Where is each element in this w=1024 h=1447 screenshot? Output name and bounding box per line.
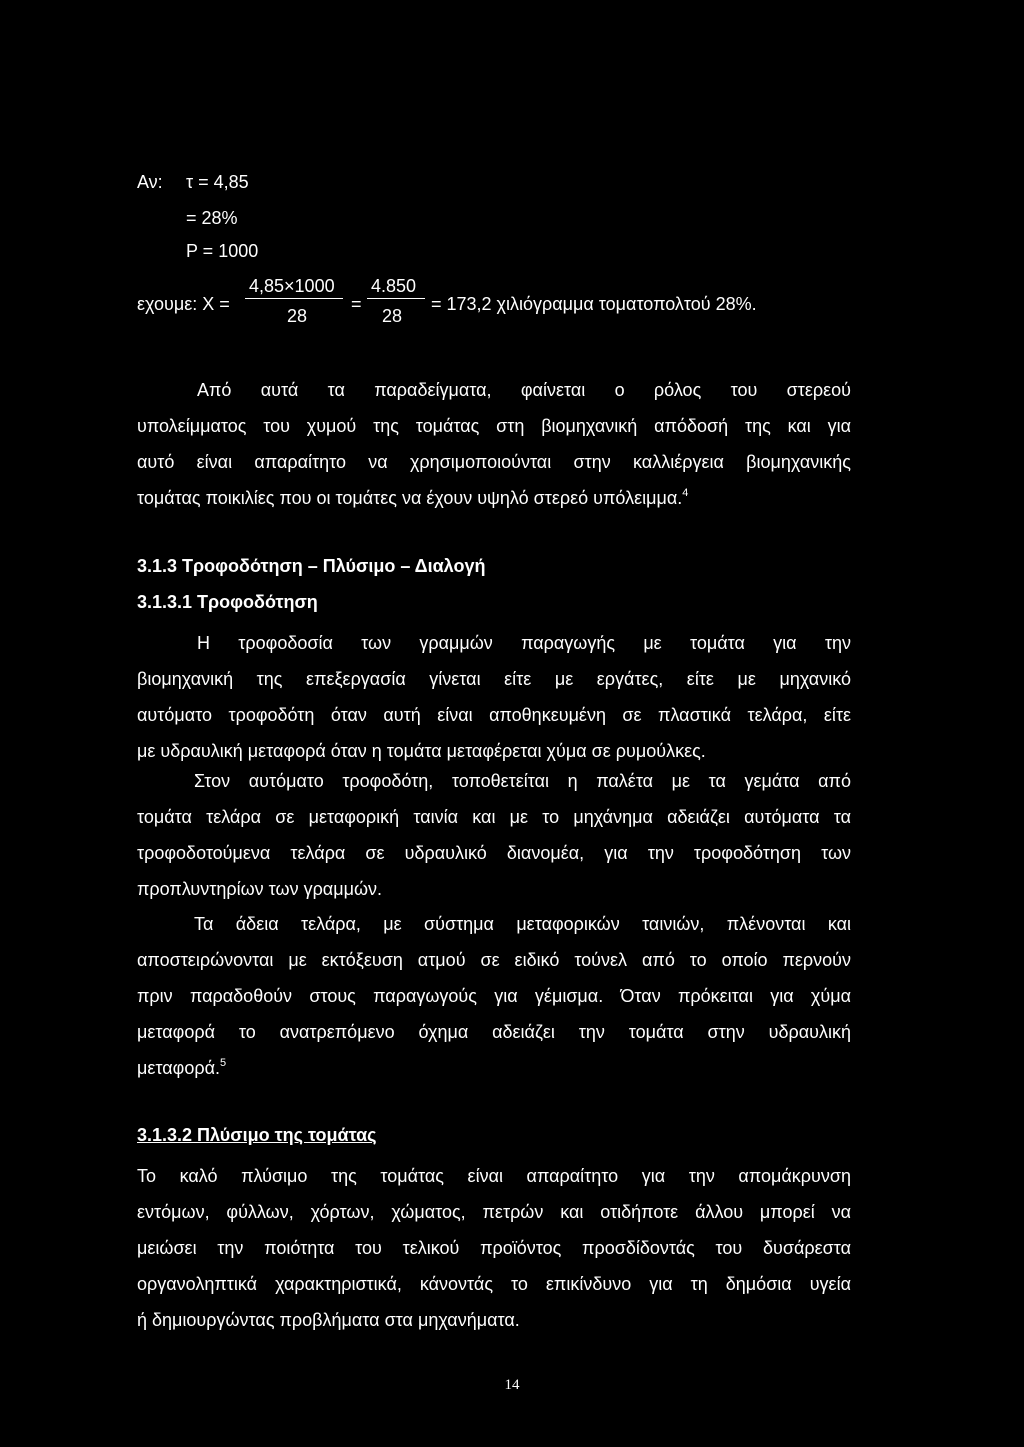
text-line: οργανοληπτικά χαρακτηριστικά, κάνοντάς το επικίνδυνο για τη δημόσια υγεία [137, 1274, 851, 1294]
text-line: Το καλό πλύσιμο της τομάτας είναι απαραίτητο για την απομάκρυνση [137, 1166, 851, 1186]
text-line: με υδραυλική μεταφορά όταν η τομάτα μεταφέρεται χύμα σε ρυμούλκες. [137, 741, 706, 761]
formula-prefix: εχουμε: X = [137, 294, 230, 314]
text-line: ή δημιουργώντας προβλήματα στα μηχανήματα. [137, 1310, 520, 1330]
fraction1-denominator: 28 [287, 306, 308, 326]
feeding-paragraph-3 [137, 906, 851, 1086]
footnote-ref: 4 [682, 487, 689, 499]
subsection-heading [137, 1125, 377, 1146]
text-line [137, 1050, 851, 1086]
fraction2-bar [367, 298, 425, 299]
tau-value: τ = 4,85 [186, 172, 249, 192]
text-line: μεταφορά το ανατρεπόμενο όχημα αδειάζει την τομάτα στην υδραυλική [137, 1022, 851, 1042]
text-line: Τα άδεια τελάρα, με σύστημα μεταφορικών ταινιών, πλένονται και [194, 914, 851, 934]
text-line-content: μεταφορά. [137, 1058, 220, 1078]
fraction2-denominator: 28 [382, 306, 403, 326]
text-line: μειώσει την ποιότητα του τελικού προϊόντος προσδίδοντάς του δυσάρεστα [137, 1238, 851, 1258]
fraction1-bar [245, 298, 343, 299]
text-line: αυτόματο τροφοδότη όταν αυτή είναι αποθηκευμένη σε πλαστικά τελάρα, είτε [137, 705, 851, 725]
percent-value: = 28% [186, 208, 238, 228]
intro-paragraph [137, 372, 851, 516]
text-line [137, 480, 851, 516]
footnote-ref: 5 [220, 1057, 227, 1069]
text-line: Στον αυτόματο τροφοδότη, τοποθετείται η παλέτα με τα γεμάτα από [194, 771, 851, 791]
text-line: αυτό είναι απαραίτητο να χρησιμοποιούνται στην καλλιέργεια βιομηχανικής [137, 452, 851, 472]
text-line-content: τομάτας ποικιλίες που οι τομάτες να έχουν υψηλό στερεό υπόλειμμα. [137, 488, 683, 508]
feeding-paragraph-2 [137, 763, 851, 907]
washing-paragraph [137, 1158, 851, 1338]
text-line: τροφοδοτούμενα τελάρα σε υδραυλικό διανομέα, για την τροφοδότηση των [137, 843, 851, 863]
subsection-heading-text: 3.1.3.2 Πλύσιμο της τομάτας [137, 1125, 377, 1145]
subsection-heading: 3.1.3.1 Τροφοδότηση [137, 592, 318, 612]
text-line: Η τροφοδοσία των γραμμών παραγωγής με τομάτα για την [197, 633, 851, 653]
result-formula [137, 276, 837, 336]
text-line: τομάτα τελάρα σε μεταφορική ταινία και με το μηχάνημα αδειάζει αυτόματα τα [137, 807, 851, 827]
text-line: προπλυντηρίων των γραμμών. [137, 879, 383, 899]
feeding-paragraph-1 [137, 625, 851, 769]
text-line: Από αυτά τα παραδείγματα, φαίνεται ο ρόλος του στερεού [197, 380, 851, 400]
fraction2-numerator: 4.850 [371, 276, 417, 296]
text-line: πριν παραδοθούν στους παραγωγούς για γέμισμα. Όταν πρόκειται για χύμα [137, 986, 851, 1006]
text-line: υπολείμματος του χυμού της τομάτας στη βιομηχανική απόδοσή της και για [137, 416, 851, 436]
p-value: P = 1000 [186, 241, 259, 261]
text-line: βιομηχανική της επεξεργασία γίνεται είτε με εργάτες, είτε με μηχανικό [137, 669, 851, 689]
section-heading: 3.1.3 Τροφοδότηση – Πλύσιμο – Διαλογή [137, 556, 486, 576]
given-label: Αν: [137, 172, 163, 192]
text-line: αποστειρώνονται με εκτόξευση ατμού σε ειδικό τούνελ από το οποίο περνούν [137, 950, 851, 970]
formula-result: = 173,2 χιλιόγραμμα τοματοπολτού 28%. [431, 294, 757, 314]
fraction1-numerator: 4,85×1000 [249, 276, 335, 296]
formula-equals: = [351, 294, 362, 314]
page-number: 14 [504, 1377, 520, 1393]
text-line: εντόμων, φύλλων, χόρτων, χώματος, πετρών και οτιδήποτε άλλου μπορεί να [137, 1202, 851, 1222]
